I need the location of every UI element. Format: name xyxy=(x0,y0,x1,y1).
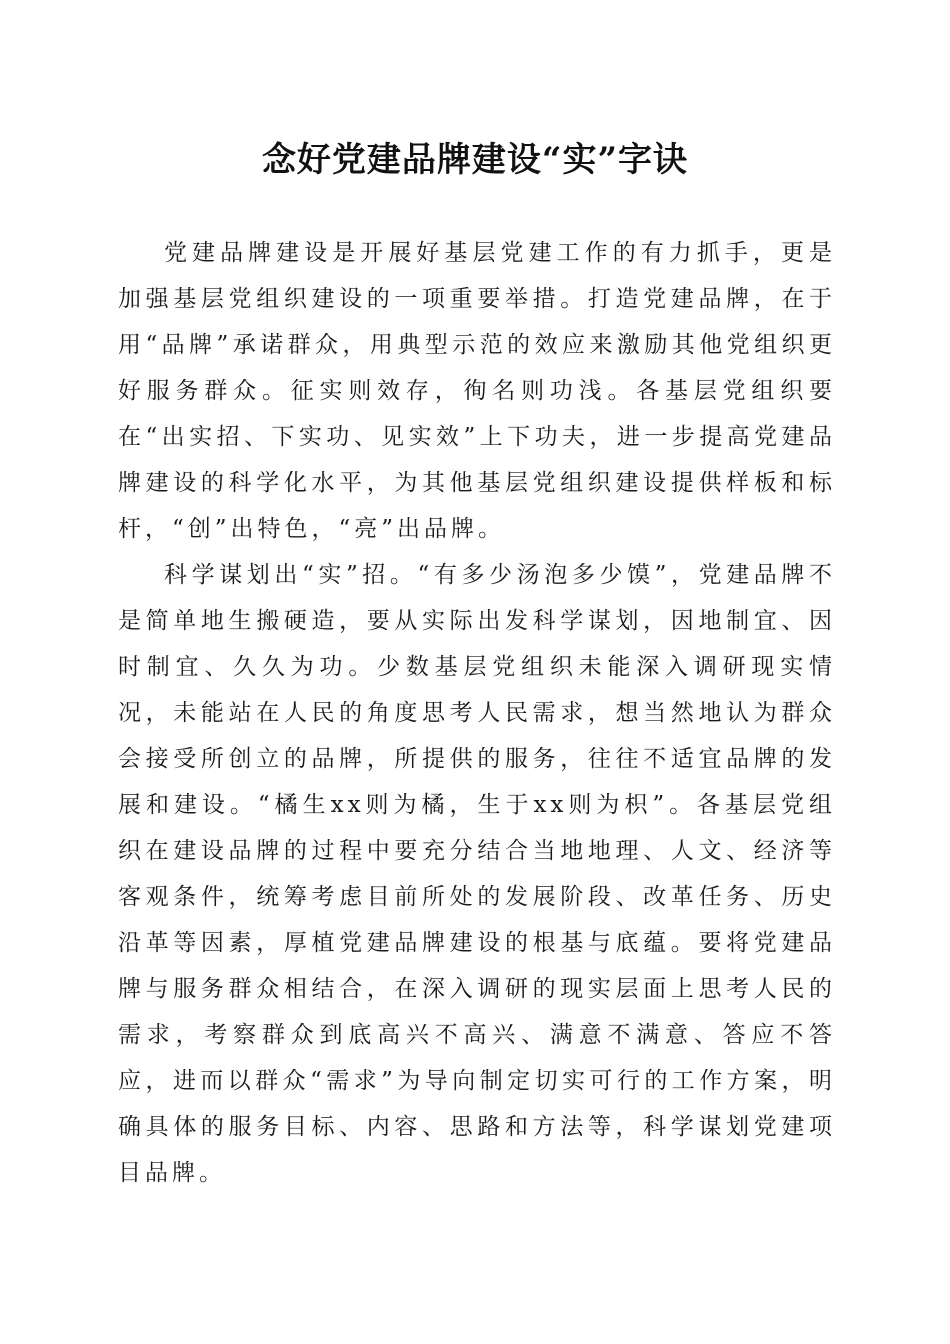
paragraph-intro: 党建品牌建设是开展好基层党建工作的有力抓手，更是加强基层党组织建设的一项重要举措。打造党建品牌，在于用“品牌”承诺群众，用典型示范的效应来激励其他党组织更好服务群众。征实则效存，徇名则功浅。各基层党组织要在“出实招、下实功、见实效”上下功夫，进一步提高党建品牌建设的科学化水平，为其他基层党组织建设提供样板和标杆，“创”出特色，“亮”出品牌。 xyxy=(118,240,836,542)
document-body xyxy=(118,230,836,1196)
paragraph-scientific-planning: 科学谋划出“实”招。“有多少汤泡多少馍”，党建品牌不是简单地生搬硬造，要从实际出发科学谋划，因地制宜、因时制宜、久久为功。少数基层党组织未能深入调研现实情况，未能站在人民的角度思考人民需求，想当然地认为群众会接受所创立的品牌，所提供的服务，往往不适宜品牌的发展和建设。“橘生xx则为橘，生于xx则为枳”。各基层党组织在建设品牌的过程中要充分结合当地地理、人文、经济等客观条件，统筹考虑目前所处的发展阶段、改革任务、历史沿革等因素，厚植党建品牌建设的根基与底蕴。要将党建品牌与服务群众相结合，在深入调研的现实层面上思考人民的需求，考察群众到底高兴不高兴、满意不满意、答应不答应，进而以群众“需求”为导向制定切实可行的工作方案，明确具体的服务目标、内容、思路和方法等，科学谋划党建项目品牌。 xyxy=(118,562,836,1186)
document-title: 念好党建品牌建设“实”字诀 xyxy=(261,140,689,180)
